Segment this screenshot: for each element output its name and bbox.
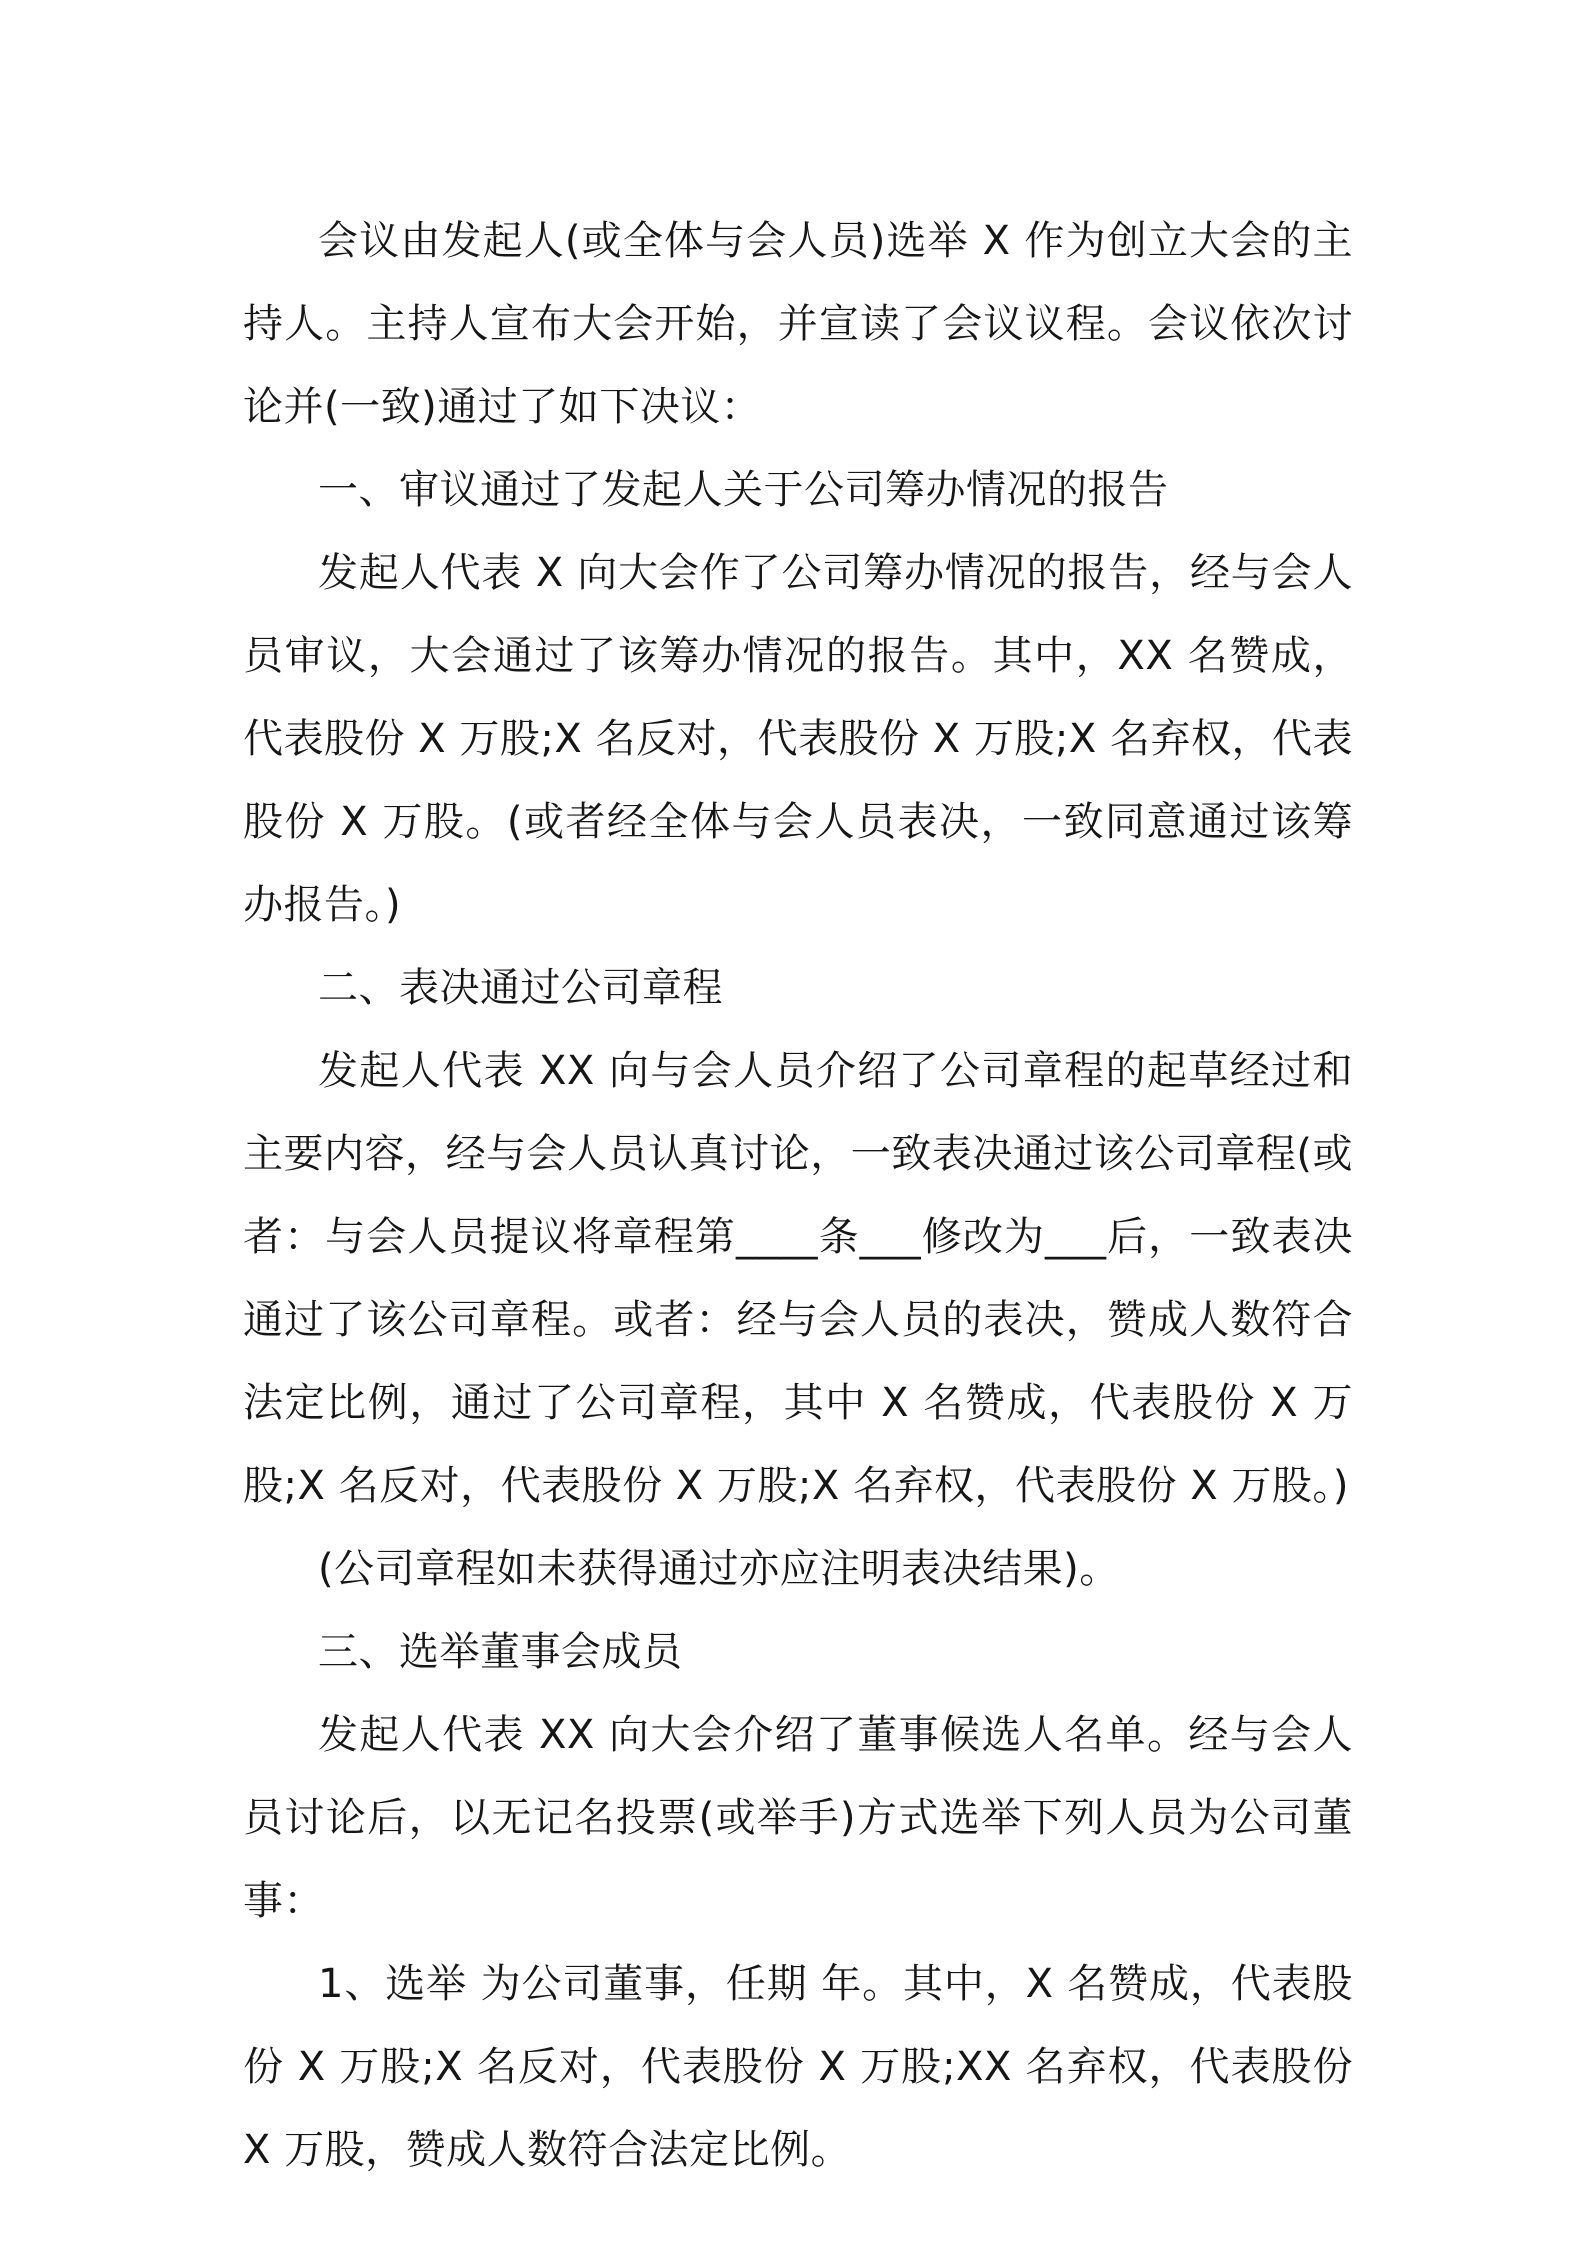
resolution-body-3: 发起人代表 XX 向大会介绍了董事候选人名单。经与会人员讨论后，以无记名投票(或举手)方式选举下列人员为公司董事： bbox=[243, 1712, 1353, 1924]
opening-paragraph: 会议由发起人(或全体与会人员)选举 X 作为创立大会的主持人。主持人宣布大会开始，并宣读了会议议程。会议依次讨论并(一致)通过了如下决议： bbox=[243, 218, 1353, 430]
document-body bbox=[243, 200, 1353, 2192]
election-item-1: 1、选举 为公司董事，任期 年。其中，X 名赞成，代表股份 X 万股;X 名反对，代表股份 X 万股;XX 名弃权，代表股份 X 万股，赞成人数符合法定比例。 bbox=[243, 1961, 1353, 2173]
resolution-body-2: 发起人代表 XX 向与会人员介绍了公司章程的起草经过和主要内容，经与会人员认真讨论，一致表决通过该公司章程(或者：与会人员提议将章程第____条___修改为___后，一致表决通过了该公司章程。或者：经与会人员的表决，赞成人数符合法定比例，通过了公司章程，其中 X 名赞成，代表股份 X 万股;X 名反对，代表股份 X 万股;X 名弃权，代表股份 X 万股。) bbox=[243, 1048, 1353, 1509]
resolution-heading-3: 三、选举董事会成员 bbox=[318, 1629, 683, 1675]
resolution-heading-1: 一、审议通过了发起人关于公司筹办情况的报告 bbox=[318, 467, 1169, 513]
resolution-body-1: 发起人代表 X 向大会作了公司筹办情况的报告，经与会人员审议，大会通过了该筹办情况的报告。其中，XX 名赞成，代表股份 X 万股;X 名反对，代表股份 X 万股;X 名弃权，代表股份 X 万股。(或者经全体与会人员表决，一致同意通过该筹办报告。) bbox=[243, 550, 1353, 928]
resolution-heading-2: 二、表决通过公司章程 bbox=[318, 965, 723, 1011]
resolution-note-2: (公司章程如未获得通过亦应注明表决结果)。 bbox=[318, 1546, 1120, 1592]
